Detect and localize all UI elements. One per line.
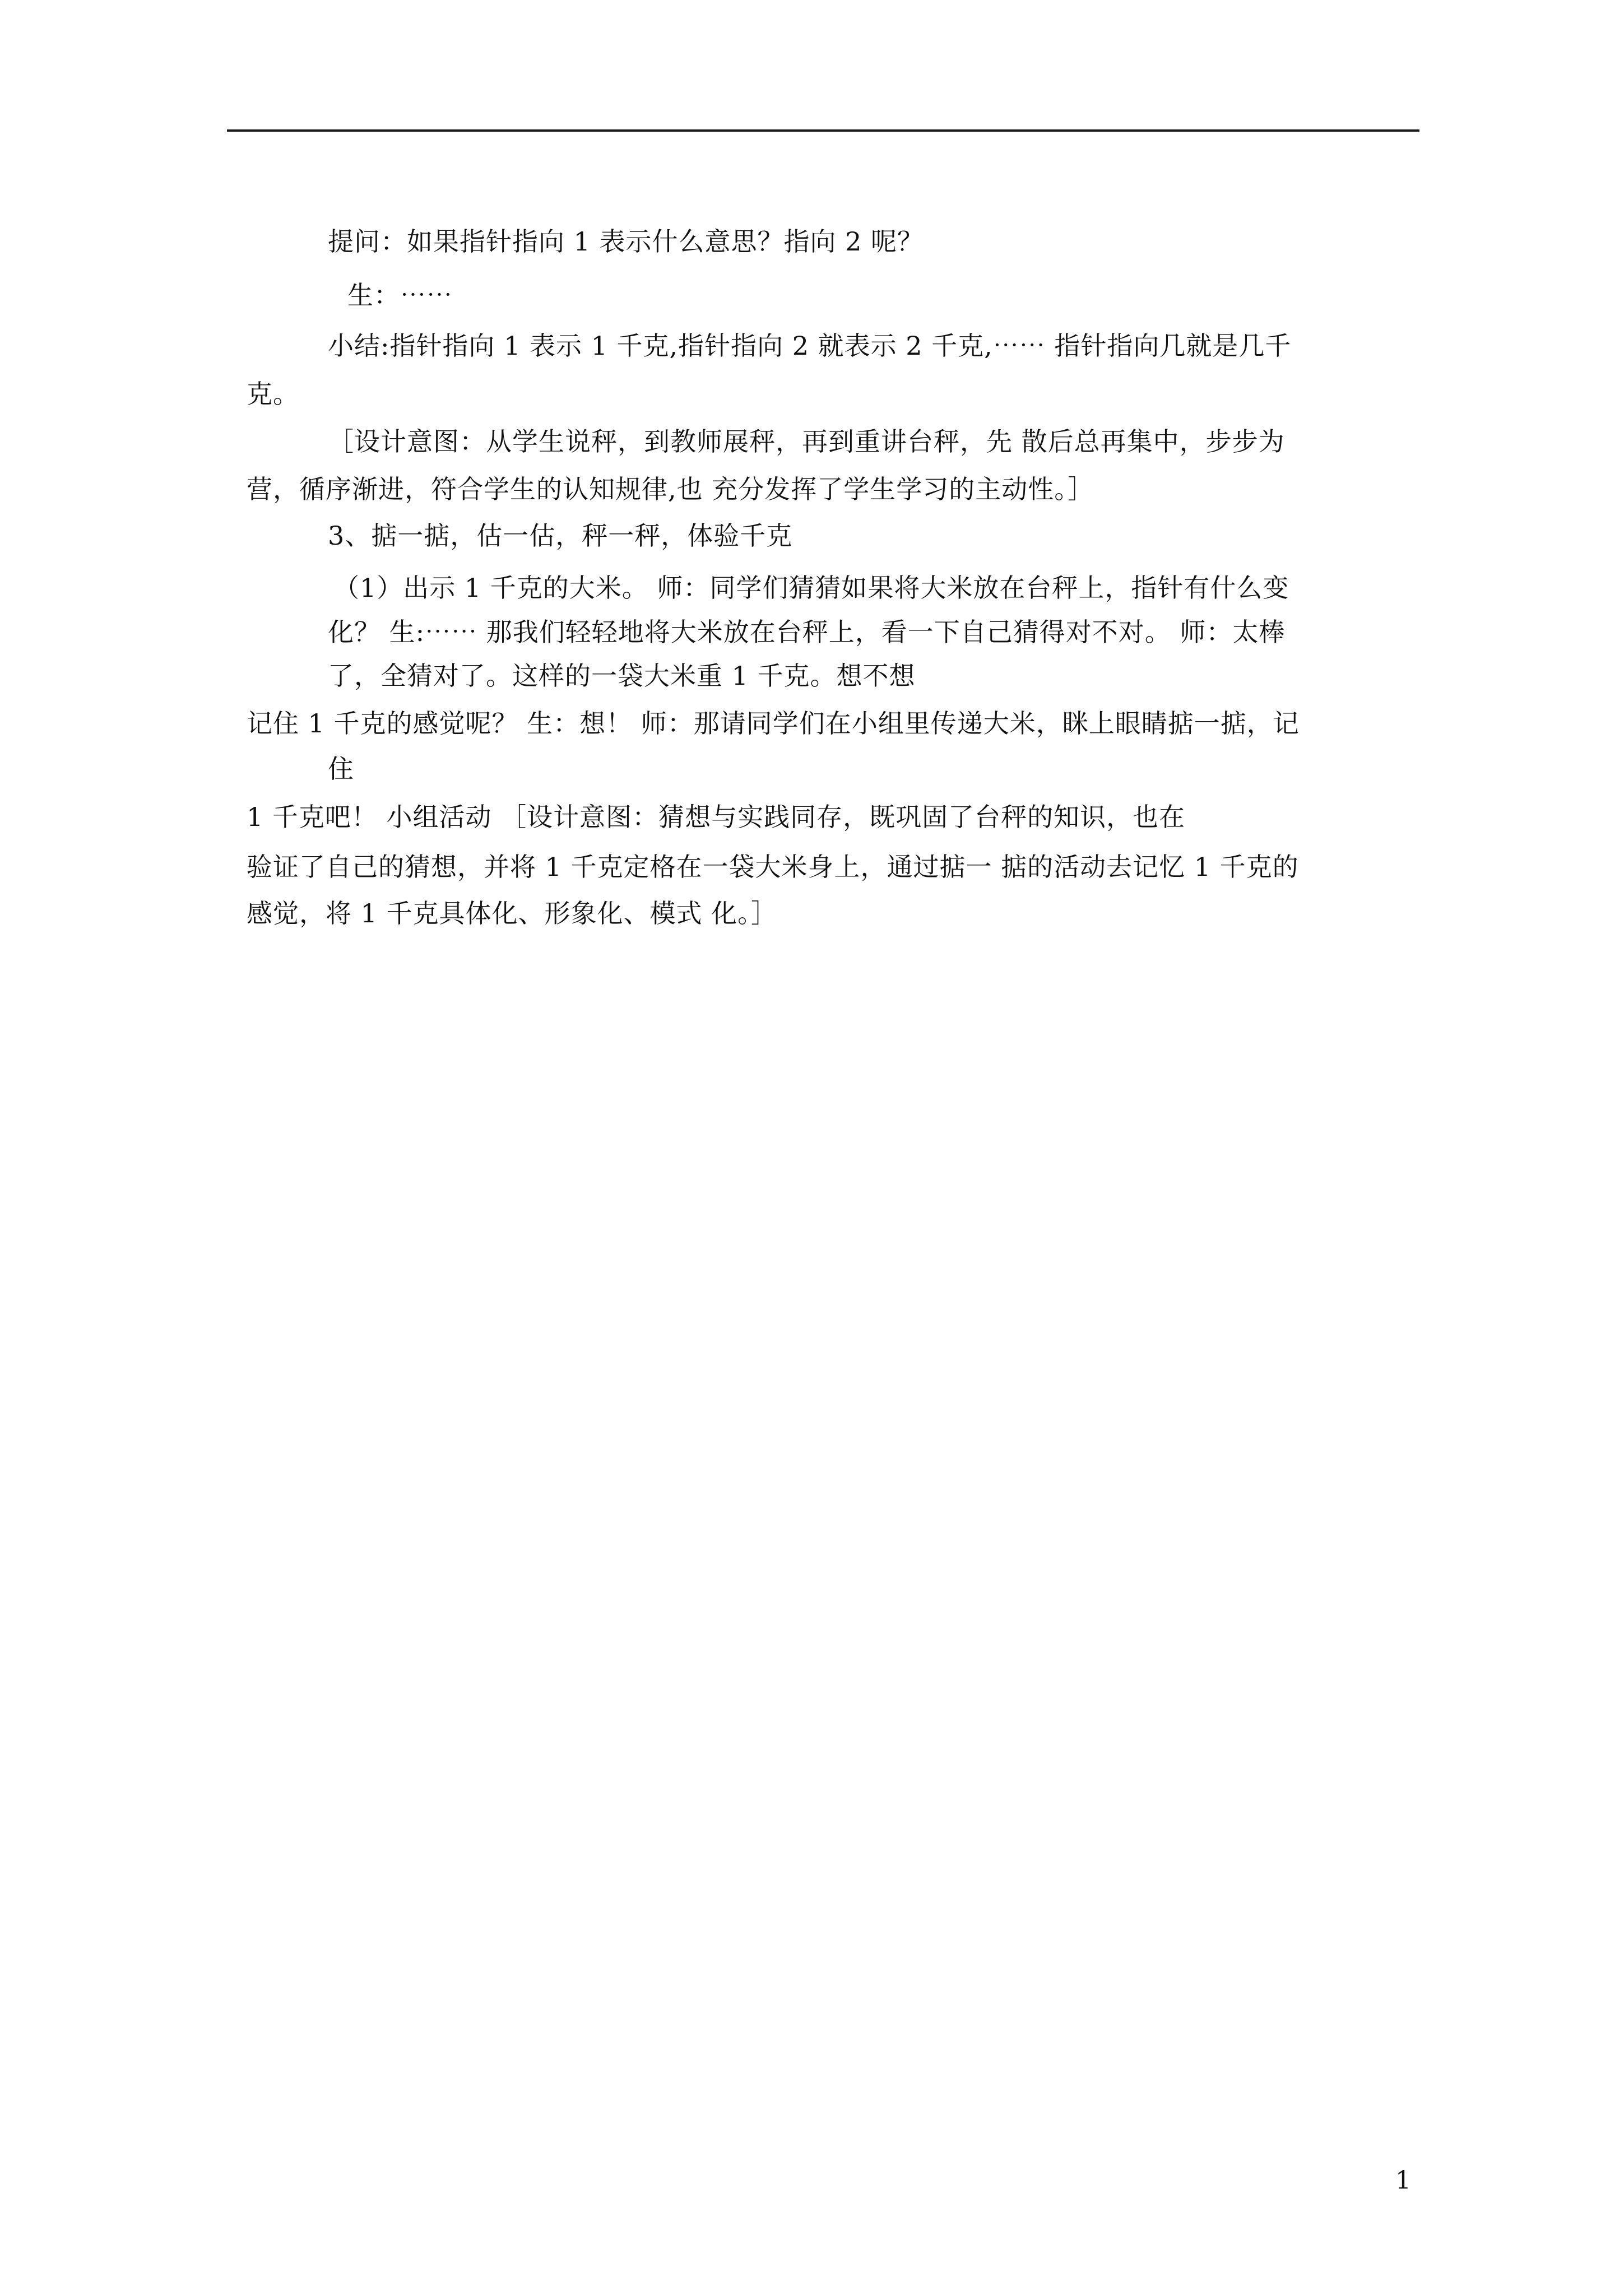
text-line-design-intent-2: 1 千克吧！ 小组活动 ［设计意图：猜想与实践同存，既巩固了台秤的知识，也在 bbox=[247, 802, 1186, 832]
text-line-design-intent-1-cont: 营，循序渐进，符合学生的认知规律,也 充分发挥了学生学习的主动性。］ bbox=[247, 474, 1094, 504]
text-line-design-intent-2-end: 感觉，将 1 千克具体化、形象化、模式 化。］ bbox=[247, 898, 778, 928]
page-number: 1 bbox=[1395, 2166, 1411, 2195]
text-line-student-reply: 生：⋯⋯ bbox=[347, 280, 453, 310]
text-line-activity-3: 了，全猜对了。这样的一袋大米重 1 千克。想不想 bbox=[328, 661, 916, 691]
text-line-design-intent-2-cont: 验证了自己的猜想，并将 1 千克定格在一袋大米身上，通过掂一 掂的活动去记忆 1 千克的 bbox=[247, 852, 1299, 882]
text-line-summary-cont: 克。 bbox=[247, 379, 299, 409]
text-line-activity-4: 记住 1 千克的感觉呢？ 生：想！ 师：那请同学们在小组里传递大米，眯上眼睛掂一掂，记 bbox=[247, 708, 1300, 739]
text-line-question: 提问：如果指针指向 1 表示什么意思？指向 2 呢？ bbox=[328, 226, 924, 257]
text-line-summary: 小结:指针指向 1 表示 1 千克,指针指向 2 就表示 2 千克,⋯⋯ 指针指向几就是几千 bbox=[328, 331, 1292, 361]
text-line-activity-2: 化？ 生:⋯⋯ 那我们轻轻地将大米放在台秤上，看一下自己猜得对不对。 师：太棒 bbox=[328, 617, 1286, 647]
text-line-activity-1: （1）出示 1 千克的大米。 师：同学们猜猜如果将大米放在台秤上，指针有什么变 bbox=[333, 573, 1289, 603]
text-line-activity-5: 住 bbox=[328, 754, 354, 784]
text-line-section-heading: 3、掂一掂，估一估，秤一秤，体验千克 bbox=[328, 521, 793, 551]
text-line-design-intent-1: ［设计意图：从学生说秤，到教师展秤，再到重讲台秤，先 散后总再集中，步步为 bbox=[328, 426, 1285, 457]
header-rule bbox=[227, 129, 1419, 132]
